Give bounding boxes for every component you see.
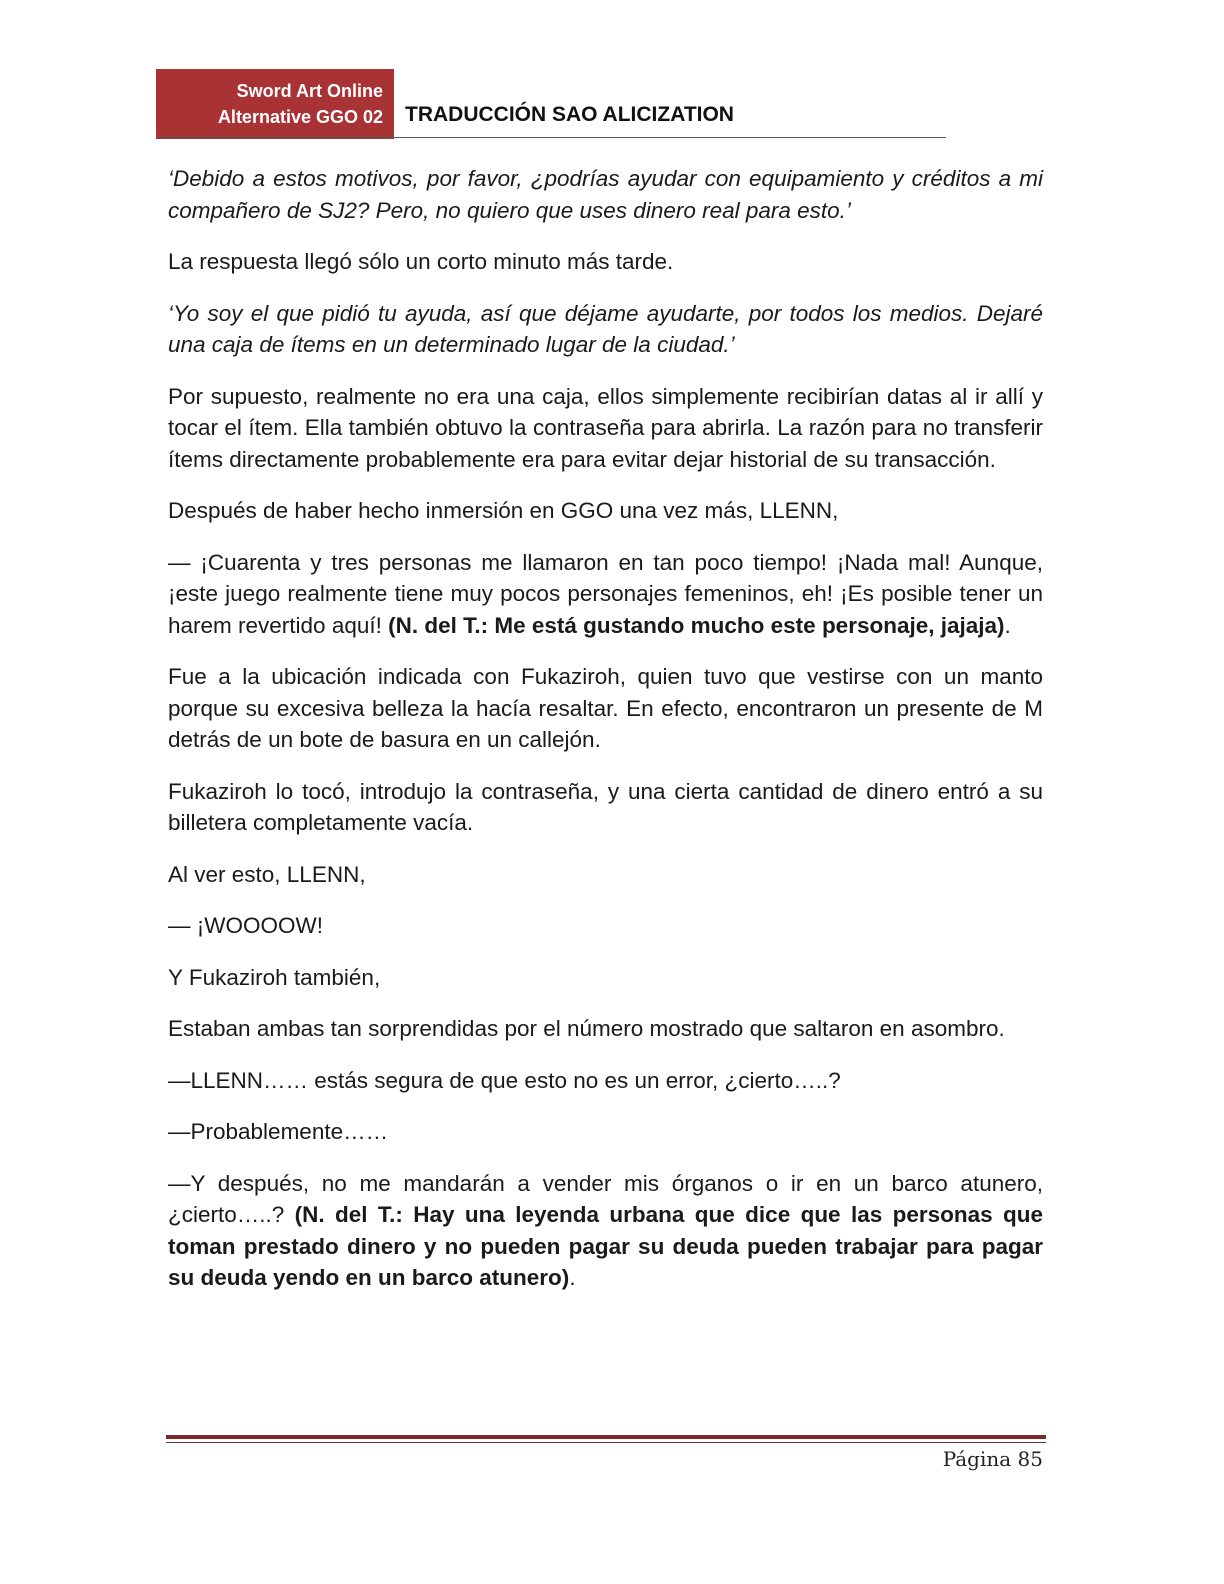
paragraph-12: Estaban ambas tan sorprendidas por el número mostrado que saltaron en asombro. [168, 1016, 1005, 1041]
paragraph-1: ‘Debido a estos motivos, por favor, ¿podrías ayudar con equipamiento y créditos a mi compañero de SJ2? Pero, no quiero que uses dinero real para esto.’ [168, 166, 1043, 223]
series-name: Sword Art Online [236, 81, 383, 101]
paragraph-10: — ¡WOOOOW! [168, 913, 323, 938]
translator-note: (N. del T.: Me está gustando mucho este personaje, jajaja) [388, 612, 1005, 638]
paragraph-3: ‘Yo soy el que pidió tu ayuda, así que déjame ayudarte, por todos los medios. Dejaré una caja de ítems en un determinado lugar de la ciudad.’ [168, 300, 1043, 357]
paragraph-5: Después de haber hecho inmersión en GGO una vez más, LLENN, [168, 498, 839, 523]
paragraph-7: Fue a la ubicación indicada con Fukaziroh, quien tuvo que vestirse con un manto porque su excesiva belleza la hacía resaltar. En efecto, encontraron un presente de M detrás de un bote de basura en un callejón. [168, 664, 1043, 752]
paragraph-9: Al ver esto, LLENN, [168, 861, 366, 887]
series-volume: Alternative GGO 02 [217, 107, 383, 127]
translator-note: (N. del T.: Hay una leyenda urbana que dice que las personas que toman prestado dinero y no pueden pagar su deuda pueden trabajar para pagar su deuda yendo en un barco atunero) [168, 1202, 1043, 1290]
page-number: Página 85 [942, 1447, 1043, 1471]
footer-divider-thin [166, 1442, 1046, 1443]
paragraph-11: Y Fukaziroh también, [168, 964, 381, 990]
series-badge [156, 69, 394, 139]
header-title: TRADUCCIÓN SAO ALICIZATION [405, 103, 734, 126]
paragraph-6: — ¡Cuarenta y tres personas me llamaron en tan poco tiempo! ¡Nada mal! Aunque, ¡este juego realmente tiene muy pocos personajes femeninos, eh! ¡Es posible tener un harem revertido aquí! (N. del T.: Me está gustando mucho este personaje, jajaja). [168, 549, 1043, 638]
paragraph-4: Por supuesto, realmente no era una caja, ellos simplemente recibirían datas al ir allí y tocar el ítem. Ella también obtuvo la contraseña para abrirla. La razón para no transferir ítems directamente probablemente era para evitar dejar historial de su transacción. [168, 383, 1043, 472]
header-divider [156, 137, 946, 138]
paragraph-13: —LLENN…… estás segura de que esto no es un error, ¿cierto…..? [168, 1067, 841, 1093]
footer-divider-thick [166, 1435, 1046, 1439]
paragraph-8: Fukaziroh lo tocó, introdujo la contraseña, y una cierta cantidad de dinero entró a su billetera completamente vacía. [168, 778, 1043, 835]
page-body [168, 163, 1043, 1314]
paragraph-15: —Y después, no me mandarán a vender mis órganos o ir en un barco atunero, ¿cierto…..? (N. del T.: Hay una leyenda urbana que dice que las personas que toman prestado dinero y no pueden pagar su deuda pueden trabajar para pagar su deuda yendo en un barco atunero). [168, 1170, 1043, 1290]
paragraph-14: —Probablemente…… [168, 1119, 389, 1144]
paragraph-2: La respuesta llegó sólo un corto minuto más tarde. [168, 249, 674, 274]
